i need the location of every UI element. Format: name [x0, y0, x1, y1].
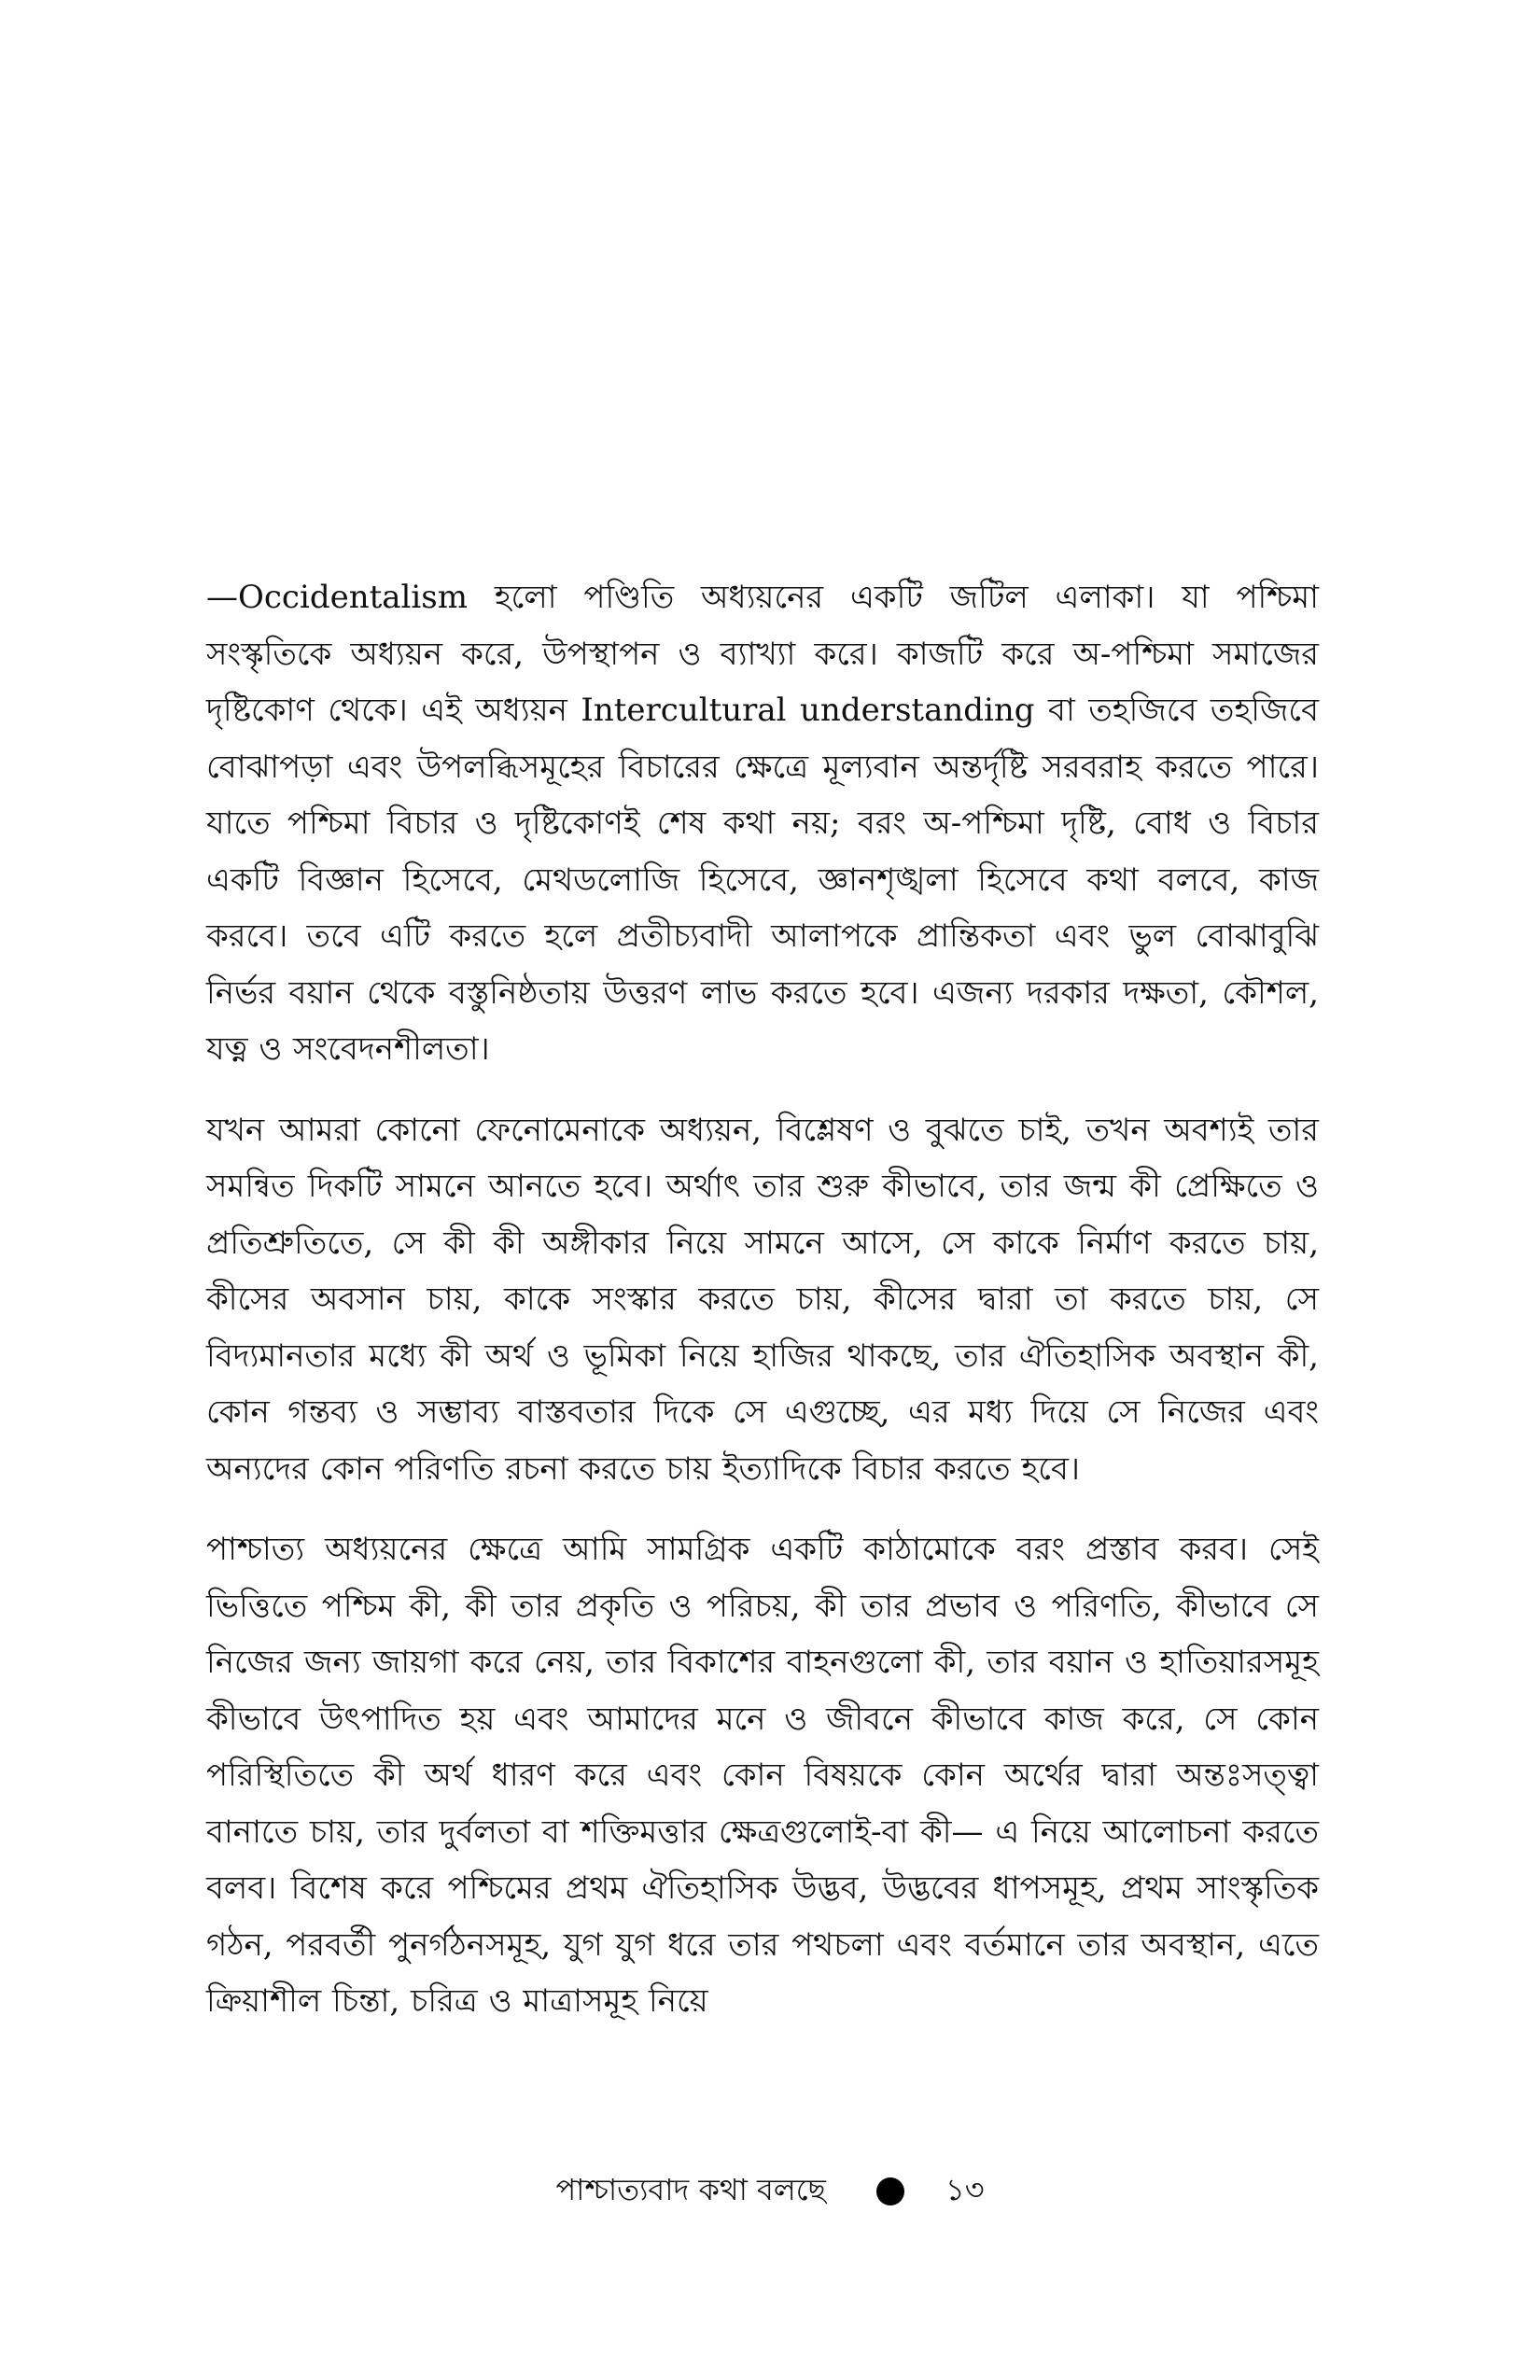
running-title: পাশ্চাত্যবাদ কথা বলছে — [555, 2172, 826, 2207]
paragraph-western-study-framework: পাশ্চাত্য অধ্যয়নের ক্ষেত্রে আমি সামগ্রিক একটি কাঠামোকে বরং প্রস্তাব করব। সেই ভিত্তিতে পশ্চিম কী, কী তার প্রকৃতি ও পরিচয়, কী তার প্রভাব ও পরিণতি, কীভাবে সে নিজের জন্য জায়গা করে নেয়, তার বিকাশের বাহনগুলো কী, তার বয়ান ও হাতিয়ারসমূহ কীভাবে উৎপাদিত হয় এবং আমাদের মনে ও জীবনে কীভাবে কাজ করে, সে কোন পরিস্থিতিতে কী অর্থ ধারণ করে এবং কোন বিষয়কে কোন অর্থের দ্বারা অন্তঃসত্ত্বা বানাতে চায়, তার দুর্বলতা বা শক্তিমত্তার ক্ষেত্রগুলোই-বা কী— এ নিয়ে আলোচনা করতে বলব। বিশেষ করে পশ্চিমের প্রথম ঐতিহাসিক উদ্ভব, উদ্ভবের ধাপসমূহ, প্রথম সাংস্কৃতিক গঠন, পরবর্তী পুনর্গঠনসমূহ, যুগ যুগ ধরে তার পথচলা এবং বর্তমানে তার অবস্থান, এতে ক্রিয়াশীল চিন্তা, চরিত্র ও মাত্রাসমূহ নিয়ে — [206, 1531, 1319, 2020]
page-number: ১৩ — [945, 2172, 985, 2207]
paragraph-phenomena-study: যখন আমরা কোনো ফেনোমেনাকে অধ্যয়ন, বিশ্লেষণ ও বুঝতে চাই, তখন অবশ্যই তার সমন্বিত দিকটি সামনে আনতে হবে। অর্থাৎ তার শুরু কীভাবে, তার জন্ম কী প্রেক্ষিতে ও প্রতিশ্রুতিতে, সে কী কী অঙ্গীকার নিয়ে সামনে আসে, সে কাকে নির্মাণ করতে চায়, কীসের অবসান চায়, কাকে সংস্কার করতে চায়, কীসের দ্বারা তা করতে চায়, সে বিদ্যমানতার মধ্যে কী অর্থ ও ভূমিকা নিয়ে হাজির থাকছে, তার ঐতিহাসিক অবস্থান কী, কোন গন্তব্য ও সম্ভাব্য বাস্তবতার দিকে সে এগুচ্ছে, এর মধ্য দিয়ে সে নিজের এবং অন্যদের কোন পরিণতি রচনা করতে চায় ইত্যাদিকে বিচার করতে হবে। — [206, 1111, 1319, 1488]
page-footer — [0, 2163, 1540, 2219]
body-text — [206, 569, 1319, 2054]
paragraph-occidentalism: —Occidentalism হলো পণ্ডিতি অধ্যয়নের একটি জটিল এলাকা। যা পশ্চিমা সংস্কৃতিকে অধ্যয়ন করে, উপস্থাপন ও ব্যাখ্যা করে। কাজটি করে অ-পশ্চিমা সমাজের দৃষ্টিকোণ থেকে। এই অধ্যয়ন Intercultural understanding বা তহজিবে তহজিবে বোঝাপড়া এবং উপলব্ধিসমূহের বিচারের ক্ষেত্রে মূল্যবান অন্তর্দৃষ্টি সরবরাহ করতে পারে। যাতে পশ্চিমা বিচার ও দৃষ্টিকোণই শেষ কথা নয়; বরং অ-পশ্চিমা দৃষ্টি, বোধ ও বিচার একটি বিজ্ঞান হিসেবে, মেথডলোজি হিসেবে, জ্ঞানশৃঙ্খলা হিসেবে কথা বলবে, কাজ করবে। তবে এটি করতে হলে প্রতীচ্যবাদী আলাপকে প্রান্তিকতা এবং ভুল বোঝাবুঝি নির্ভর বয়ান থেকে বস্তুনিষ্ঠতায় উত্তরণ লাভ করতে হবে। এজন্য দরকার দক্ষতা, কৌশল, যত্ন ও সংবেদনশীলতা। — [206, 579, 1319, 1068]
bullet-dot-icon — [876, 2177, 904, 2205]
